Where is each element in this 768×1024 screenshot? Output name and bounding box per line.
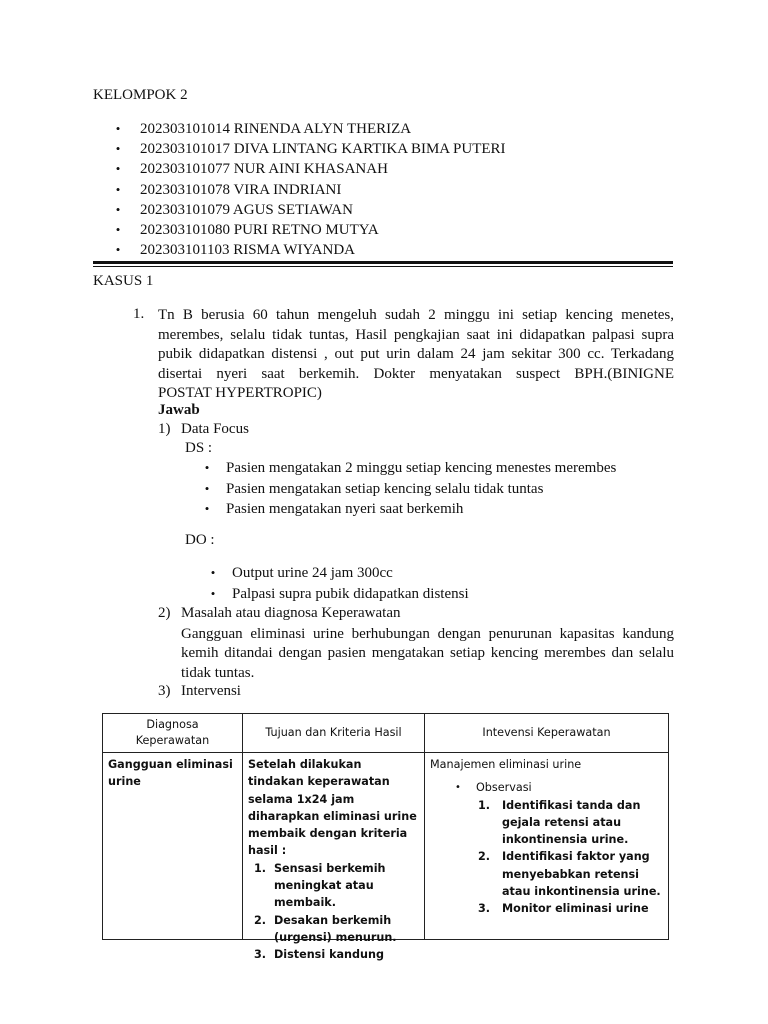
list-item: • Pasien mengatakan setiap kencing selalu tidak tuntas <box>201 479 616 500</box>
bullet-icon: • <box>204 480 210 496</box>
item-number: 3) <box>158 683 171 699</box>
list-item <box>112 200 506 220</box>
item-number: 2) <box>158 605 171 621</box>
bullet-icon: • <box>204 501 210 516</box>
list-item: • Pasien mengatakan 2 minggu setiap kencing menestes merembes <box>201 458 616 479</box>
bullet-icon: • <box>115 201 121 217</box>
criteria-cell <box>243 753 425 962</box>
list-item: • Pasien mengatakan nyeri saat berkemih <box>201 499 616 520</box>
member-name: 202303101077 NUR AINI KHASANAH <box>140 161 388 178</box>
bullet-icon: • <box>455 782 461 794</box>
question-line: POSTAT HYPERTROPIC) <box>158 385 322 401</box>
list-item: 1. Identifikasi tanda dan gejala retensi atau inkontinensia urine. <box>478 798 641 847</box>
masalah-label: Masalah atau diagnosa Keperawatan <box>181 605 401 621</box>
bullet-icon: • <box>115 181 121 197</box>
intervention-cell <box>425 753 669 940</box>
table-row <box>103 753 669 940</box>
list-item: 2. Identifikasi faktor yang menyebabkan retensi atau inkontinensia urine. <box>478 850 661 899</box>
ds-list <box>201 458 616 520</box>
table-header-cell: Tujuan dan Kriteria Hasil <box>243 714 425 753</box>
diagnosis-text <box>181 625 674 683</box>
intervensi-label: Intervensi <box>181 683 241 699</box>
bullet-icon: • <box>210 565 216 580</box>
list-item <box>112 220 506 240</box>
diagnosis-line: Gangguan eliminasi urine berhubungan dengan penurunan kapasitas kandung <box>181 626 674 642</box>
do-list <box>207 563 469 604</box>
table-header-cell: Intevensi Keperawatan <box>425 714 669 753</box>
intervention-table <box>102 713 669 962</box>
list-item: • Output urine 24 jam 300cc <box>207 563 469 584</box>
criteria-intro: Setelah dilakukan tindakan keperawatan selama 1x24 jam diharapkan eliminasi urine membaik dengan kriteria hasil : <box>248 758 417 858</box>
ds-label: DS : <box>185 440 213 456</box>
answer-heading: Jawab <box>158 402 200 418</box>
observation-list <box>430 797 663 918</box>
group-title: KELOMPOK 2 <box>93 87 188 103</box>
list-item <box>112 180 506 200</box>
list-item <box>112 159 506 179</box>
observation-bullet: • Observasi <box>430 779 663 796</box>
diagnosis-line: kemih ditandai dengan pasien mengatakan setiap kencing merembes dan selalu <box>181 645 674 662</box>
question-line: Tn B berusia 60 tahun mengeluh sudah 2 minggu ini setiap kencing menetes, <box>158 307 674 323</box>
intervention-title: Manajemen eliminasi urine <box>430 758 582 771</box>
table-header-row <box>103 714 669 753</box>
table-header-cell: Diagnosa Keperawatan <box>103 714 243 753</box>
divider-thin <box>93 266 673 267</box>
data-focus-label: Data Focus <box>181 421 249 437</box>
list-item <box>112 119 506 139</box>
list-item: 3. Distensi kandung <box>254 948 384 962</box>
diagnosis-line: tidak tuntas. <box>181 664 255 681</box>
question-line: merembes, selalu tidak tuntas, Hasil pengkajian saat ini didapatkan palpasi supra <box>158 326 674 343</box>
do-label: DO : <box>185 532 215 548</box>
question-line: disertai nyeri saat berkemih. Dokter menyatakan suspect BPH.(BINIGNE <box>158 365 674 382</box>
member-list <box>112 119 506 260</box>
member-name: 202303101080 PURI RETNO MUTYA <box>140 221 379 238</box>
bullet-icon: • <box>210 585 216 601</box>
question-text <box>158 306 674 404</box>
criteria-list <box>248 860 419 964</box>
divider-thick <box>93 261 673 264</box>
member-name: 202303101079 AGUS SETIAWAN <box>140 201 353 218</box>
member-name: 202303101014 RINENDA ALYN THERIZA <box>140 121 412 137</box>
bullet-icon: • <box>115 121 121 136</box>
list-item <box>112 139 506 159</box>
list-item: • Palpasi supra pubik didapatkan distensi <box>207 584 469 605</box>
bullet-icon: • <box>115 141 121 157</box>
bullet-icon: • <box>115 221 121 237</box>
question-line: pubik didapatkan distensi , out put urin dalam 24 jam sekitar 300 cc. Terkadang <box>158 346 674 362</box>
member-name: 202303101103 RISMA WIYANDA <box>140 242 356 259</box>
member-name: 202303101017 DIVA LINTANG KARTIKA BIMA PUTERI <box>140 141 506 158</box>
list-item: 2. Desakan berkemih (urgensi) menurun. <box>254 913 397 944</box>
list-item <box>112 240 506 260</box>
list-item: 3. Monitor eliminasi urine <box>478 902 649 916</box>
list-item: 1. Sensasi berkemih meningkat atau membaik. <box>254 861 386 910</box>
member-name: 202303101078 VIRA INDRIANI <box>140 181 342 198</box>
bullet-icon: • <box>115 242 121 258</box>
item-number: 1) <box>158 421 171 437</box>
diagnosis-cell: Gangguan eliminasi urine <box>103 753 243 940</box>
bullet-icon: • <box>115 161 121 177</box>
bullet-icon: • <box>204 460 210 475</box>
question-number: 1. <box>133 306 145 322</box>
case-title: KASUS 1 <box>93 273 154 289</box>
